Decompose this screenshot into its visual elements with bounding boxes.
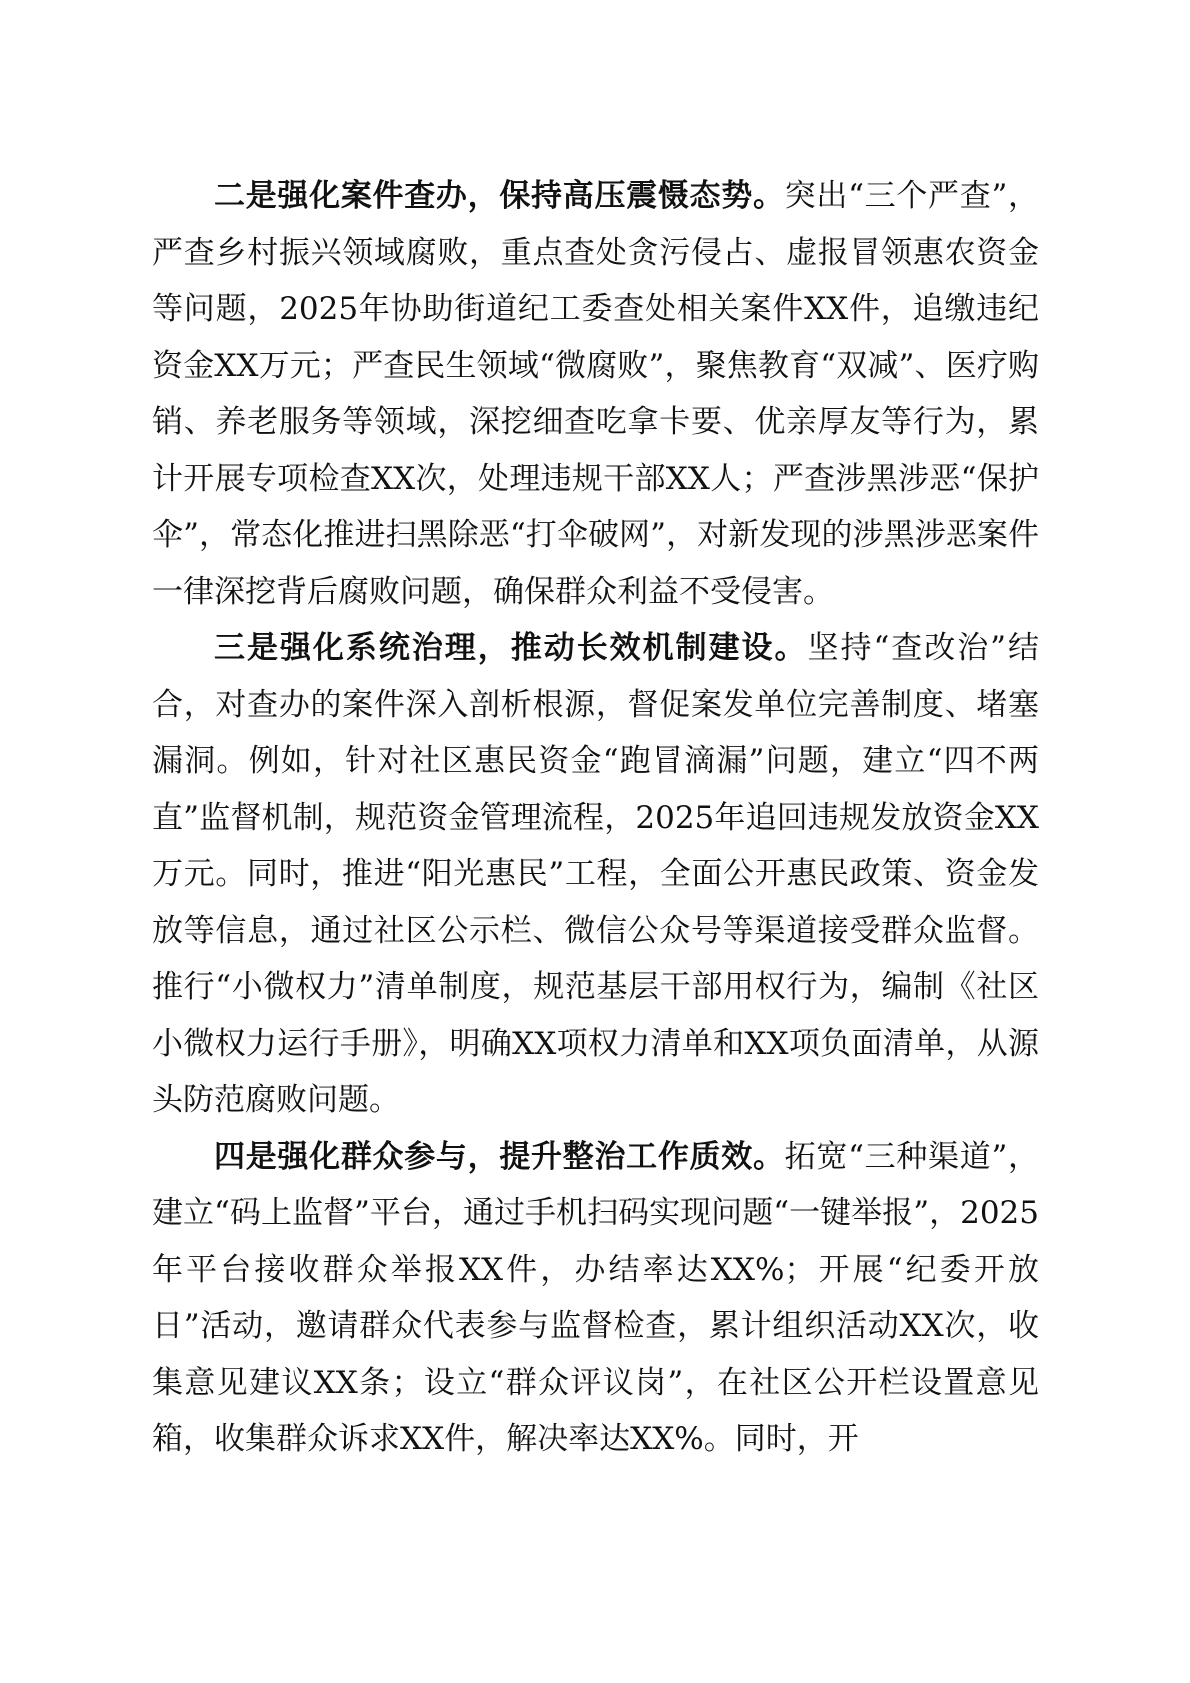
paragraph-body: 突出“三个严查”，严查乡村振兴领域腐败，重点查处贪污侵占、虚报冒领惠农资金等问题，2025年协助街道纪工委查处相关案件XX件，追缴违纪资金XX万元；严查民生领域“微腐败”，聚焦教育“双减”、医疗购销、养老服务等领域，深挖细查吃拿卡要、优亲厚友等行为，累计开展专项检查XX次，处理违规干部XX人；严查涉黑涉恶“保护伞”，常态化推进扫黑除恶“打伞破网”，对新发现的涉黑涉恶案件一律深挖背后腐败问题，确保群众利益不受侵害。: [152, 178, 1039, 610]
paragraph-system-governance: [152, 620, 1039, 1129]
paragraph-public-participation: [152, 1129, 1039, 1468]
paragraph-body: 坚持“查改治”结合，对查办的案件深入剖析根源，督促案发单位完善制度、堵塞漏洞。例如，针对社区惠民资金“跑冒滴漏”问题，建立“四不两直”监督机制，规范资金管理流程，2025年追回违规发放资金XX万元。同时，推进“阳光惠民”工程，全面公开惠民政策、资金发放等信息，通过社区公示栏、微信公众号等渠道接受群众监督。推行“小微权力”清单制度，规范基层干部用权行为，编制《社区小微权力运行手册》，明确XX项权力清单和XX项负面清单，从源头防范腐败问题。: [152, 630, 1039, 1118]
paragraph-lead: 三是强化系统治理，推动长效机制建设。: [214, 630, 808, 666]
paragraph-lead: 四是强化群众参与，提升整治工作质效。: [214, 1138, 785, 1175]
document-page: [152, 168, 1039, 1468]
paragraph-body: 拓宽“三种渠道”，建立“码上监督”平台，通过手机扫码实现问题“一键举报”，2025年平台接收群众举报XX件，办结率达XX%；开展“纪委开放日”活动，邀请群众代表参与监督检查，累计组织活动XX次，收集意见建议XX条；设立“群众评议岗”，在社区公开栏设置意见箱，收集群众诉求XX件，解决率达XX%。同时，开: [152, 1138, 1039, 1457]
paragraph-lead: 二是强化案件查办，保持高压震慑态势。: [214, 178, 785, 214]
paragraph-case-investigation: [152, 168, 1039, 620]
